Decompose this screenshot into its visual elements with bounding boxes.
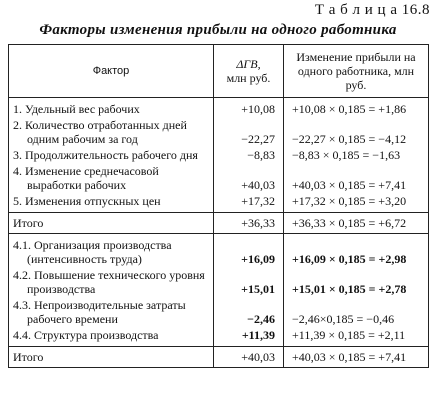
header-dgv-symbol: ΔГВ, [236,57,261,71]
profit-calc: +16,09 × 0,185 = +2,98 [284,234,429,268]
dgv-value: −2,46 [214,297,284,327]
header-dgv-unit: млн руб. [226,71,271,85]
factor-label: 4. Изменение среднечасовой выработки рабочих [9,163,214,193]
table-title: Факторы изменения прибыли на одного работника [39,22,397,38]
dgv-value: +15,01 [214,267,284,297]
total-calc: +40,03 × 0,185 = +7,41 [284,347,429,368]
table-row [9,163,429,193]
profit-factors-table [8,44,429,368]
profit-calc: +17,32 × 0,185 = +3,20 [284,193,429,213]
dgv-value: +10,08 [214,98,284,118]
table-row [9,193,429,213]
factor-label: 4.1. Организация производства (интенсивность труда) [9,234,214,268]
total-calc: +36,33 × 0,185 = +6,72 [284,213,429,234]
factor-label: 5. Изменения отпускных цен [9,193,214,213]
total-label: Итого [9,347,214,368]
table-row [9,98,429,118]
table-row [9,147,429,163]
table-row [9,117,429,147]
dgv-value: +16,09 [214,234,284,268]
header-row [9,45,429,98]
total-2 [9,347,429,368]
dgv-value: −8,83 [214,147,284,163]
total-label: Итого [9,213,214,234]
table-row [9,234,429,268]
factor-label: 4.3. Непроизводительные затраты рабочего времени [9,297,214,327]
total-1 [9,213,429,234]
table-row [9,267,429,297]
factor-label: 3. Продолжительность рабочего дня [9,147,214,163]
total-row [9,213,429,234]
total-dgv: +40,03 [214,347,284,368]
header-profit-change: Изменение прибыли на одного работника, млн руб. [284,45,429,98]
profit-calc: +10,08 × 0,185 = +1,86 [284,98,429,118]
profit-calc: +15,01 × 0,185 = +2,78 [284,267,429,297]
profit-calc: −8,83 × 0,185 = −1,63 [284,147,429,163]
table-row [9,327,429,347]
header-factor: Фактор [9,45,214,98]
profit-calc: −2,46×0,185 = −0,46 [284,297,429,327]
dgv-value: +11,39 [214,327,284,347]
factor-label: 1. Удельный вес рабочих [9,98,214,118]
section-2 [9,234,429,347]
profit-calc: −22,27 × 0,185 = −4,12 [284,117,429,147]
table-row [9,297,429,327]
dgv-value: −22,27 [214,117,284,147]
profit-calc: +11,39 × 0,185 = +2,11 [284,327,429,347]
dgv-value: +17,32 [214,193,284,213]
factor-label: 4.2. Повышение технического уровня производства [9,267,214,297]
table-number-label: Т а б л и ц а 16.8 [314,2,430,18]
factor-label: 4.4. Структура производства [9,327,214,347]
section-1 [9,98,429,213]
dgv-value: +40,03 [214,163,284,193]
factor-label: 2. Количество отработанных дней одним рабочим за год [9,117,214,147]
total-row [9,347,429,368]
header-dgv [214,45,284,98]
profit-calc: +40,03 × 0,185 = +7,41 [284,163,429,193]
total-dgv: +36,33 [214,213,284,234]
